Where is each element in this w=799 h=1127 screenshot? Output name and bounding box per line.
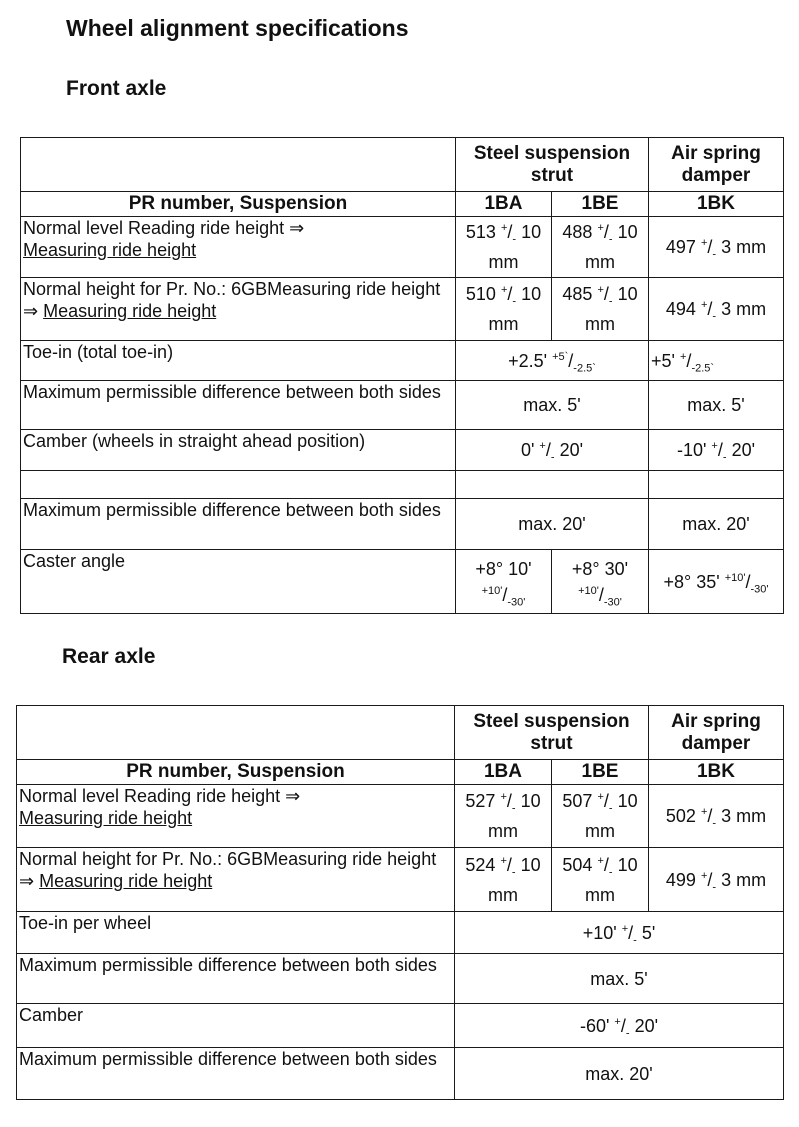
row-max-difference-camber: Maximum permissible difference between both sides bbox=[21, 499, 456, 550]
row-toe-in-per-wheel: Toe-in per wheel bbox=[17, 912, 455, 954]
empty-header-cell bbox=[17, 706, 455, 760]
row-label: Normal height for Pr. No.: 6GBMeasuring ride height ⇒ bbox=[19, 849, 437, 891]
diff-air-value: max. 5' bbox=[649, 381, 784, 430]
value-1be: 507 $^+/_-$ 10 mm bbox=[552, 785, 649, 848]
camber-air-value: -10' $^+/_-$ 20' bbox=[649, 430, 784, 471]
empty-row-cell bbox=[21, 471, 456, 499]
toe-steel-value: +2.5' $^{+5`}/_{-2.5`}$ bbox=[456, 341, 649, 381]
caster-1ba-value: +8° 10' $^{+10'}/_{-30'}$ bbox=[456, 550, 552, 614]
value-1bk: 494 $^+/_-$ 3 mm bbox=[649, 278, 784, 341]
row-normal-height bbox=[21, 278, 456, 341]
steel-suspension-header: Steel suspension strut bbox=[456, 138, 649, 192]
empty-row-cell bbox=[649, 471, 784, 499]
row-label: Normal level Reading ride height ⇒ bbox=[19, 786, 301, 806]
row-label: Normal height for Pr. No.: 6GBMeasuring ride height ⇒ bbox=[23, 279, 441, 321]
front-axle-table bbox=[20, 137, 784, 614]
diff-value: max. 5' bbox=[455, 954, 784, 1004]
row-label: Normal level Reading ride height ⇒ bbox=[23, 218, 305, 238]
air-spring-header: Air spring damper bbox=[649, 706, 784, 760]
measuring-ride-height-link[interactable]: Measuring ride height bbox=[39, 871, 213, 891]
diff2-steel-value: max. 20' bbox=[456, 499, 649, 550]
steel-suspension-header: Steel suspension strut bbox=[455, 706, 649, 760]
row-normal-height bbox=[17, 848, 455, 912]
front-axle-heading: Front axle bbox=[66, 77, 167, 100]
code-1be: 1BE bbox=[552, 192, 649, 217]
toe-air-value: +5' $^+/_{-2.5`}$ bbox=[649, 341, 784, 381]
empty-row-cell bbox=[456, 471, 649, 499]
row-normal-level bbox=[17, 785, 455, 848]
camber-steel-value: 0' $^+/_-$ 20' bbox=[456, 430, 649, 471]
rear-axle-table bbox=[16, 705, 784, 1100]
page-title: Wheel alignment specifications bbox=[66, 15, 409, 41]
value-1bk: 497 $^+/_-$ 3 mm bbox=[649, 217, 784, 278]
value-1be: 485 $^+/_-$ 10 mm bbox=[552, 278, 649, 341]
value-1be: 488 $^+/_-$ 10 mm bbox=[552, 217, 649, 278]
row-caster-angle: Caster angle bbox=[21, 550, 456, 614]
row-max-difference-camber: Maximum permissible difference between both sides bbox=[17, 1048, 455, 1100]
code-1bk: 1BK bbox=[649, 192, 784, 217]
code-1ba: 1BA bbox=[456, 192, 552, 217]
pr-number-label: PR number, Suspension bbox=[17, 760, 455, 785]
empty-header-cell bbox=[21, 138, 456, 192]
diff2-air-value: max. 20' bbox=[649, 499, 784, 550]
diff2-value: max. 20' bbox=[455, 1048, 784, 1100]
value-1bk: 499 $^+/_-$ 3 mm bbox=[649, 848, 784, 912]
value-1bk: 502 $^+/_-$ 3 mm bbox=[649, 785, 784, 848]
row-camber: Camber (wheels in straight ahead position) bbox=[21, 430, 456, 471]
value-1ba: 513 $^+/_-$ 10 mm bbox=[456, 217, 552, 278]
caster-1be-value: +8° 30' $^{+10'}/_{-30'}$ bbox=[552, 550, 649, 614]
code-1be: 1BE bbox=[552, 760, 649, 785]
row-toe-in: Toe-in (total toe-in) bbox=[21, 341, 456, 381]
row-camber: Camber bbox=[17, 1004, 455, 1048]
diff-steel-value: max. 5' bbox=[456, 381, 649, 430]
value-1ba: 524 $^+/_-$ 10 mm bbox=[455, 848, 552, 912]
value-1be: 504 $^+/_-$ 10 mm bbox=[552, 848, 649, 912]
row-normal-level bbox=[21, 217, 456, 278]
code-1bk: 1BK bbox=[649, 760, 784, 785]
row-max-difference: Maximum permissible difference between both sides bbox=[17, 954, 455, 1004]
rear-axle-heading: Rear axle bbox=[62, 645, 156, 668]
camber-value: -60' $^+/_-$ 20' bbox=[455, 1004, 784, 1048]
measuring-ride-height-link[interactable]: Measuring ride height bbox=[43, 301, 217, 321]
value-1ba: 510 $^+/_-$ 10 mm bbox=[456, 278, 552, 341]
value-1ba: 527 $^+/_-$ 10 mm bbox=[455, 785, 552, 848]
row-max-difference: Maximum permissible difference between both sides bbox=[21, 381, 456, 430]
measuring-ride-height-link[interactable]: Measuring ride height bbox=[23, 240, 197, 260]
code-1ba: 1BA bbox=[455, 760, 552, 785]
pr-number-label: PR number, Suspension bbox=[21, 192, 456, 217]
caster-1bk-value: +8° 35' $^{+10'}/_{-30'}$ bbox=[649, 550, 784, 614]
measuring-ride-height-link[interactable]: Measuring ride height bbox=[19, 808, 193, 828]
toe-value: +10' $^+/_-$ 5' bbox=[455, 912, 784, 954]
air-spring-header: Air spring damper bbox=[649, 138, 784, 192]
